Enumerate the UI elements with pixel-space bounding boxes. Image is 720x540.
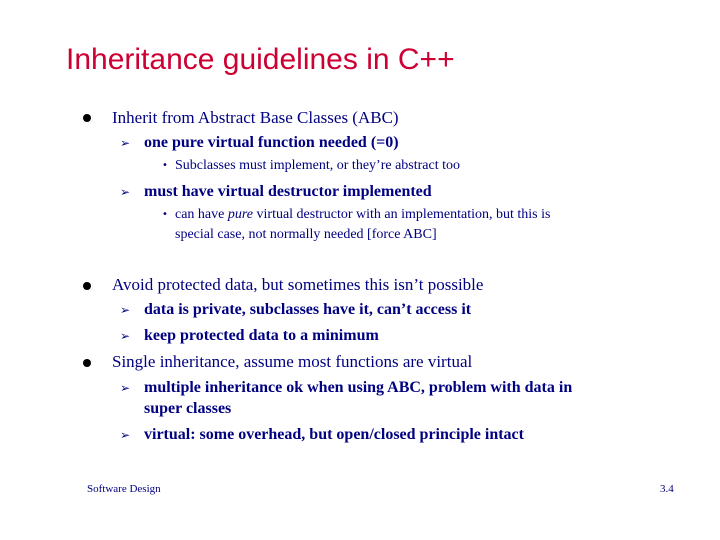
subitem-multiple-inheritance: multiple inheritance ok when using ABC, problem with data in bbox=[144, 379, 573, 396]
subitem-minimum: keep protected data to a minimum bbox=[144, 327, 379, 344]
slide-title: Inheritance guidelines in C++ bbox=[66, 43, 455, 76]
round-bullet-icon bbox=[83, 359, 91, 367]
arrow-bullet-icon: ➢ bbox=[120, 303, 131, 317]
note-text: can have bbox=[175, 207, 228, 222]
subitem-multiple-inheritance-cont: super classes bbox=[144, 400, 232, 417]
round-bullet-icon bbox=[83, 114, 91, 122]
subitem-overhead: virtual: some overhead, but open/closed principle intact bbox=[144, 426, 524, 443]
round-bullet-icon bbox=[83, 282, 91, 290]
footer-course-name: Software Design bbox=[87, 483, 161, 495]
arrow-bullet-icon: ➢ bbox=[120, 428, 131, 442]
bullet-item-protected: Avoid protected data, but sometimes this isn’t possible bbox=[112, 275, 484, 294]
note-emphasis: pure bbox=[227, 207, 254, 222]
footer-page-number: 3.4 bbox=[660, 483, 674, 495]
arrow-bullet-icon: ➢ bbox=[120, 381, 131, 395]
note-text: virtual destructor with an implementation, but this is bbox=[253, 207, 551, 222]
bullet-item-abc: Inherit from Abstract Base Classes (ABC) bbox=[112, 108, 399, 127]
subitem-private-data: data is private, subclasses have it, can’t access it bbox=[144, 301, 472, 318]
bullet-item-single-inheritance: Single inheritance, assume most functions are virtual bbox=[112, 352, 473, 371]
note-pure-destructor bbox=[175, 207, 550, 223]
arrow-bullet-icon: ➢ bbox=[120, 185, 131, 199]
small-dot-icon: • bbox=[162, 209, 168, 220]
note-subclasses: Subclasses must implement, or they’re abstract too bbox=[175, 158, 460, 173]
arrow-bullet-icon: ➢ bbox=[120, 136, 131, 150]
subitem-pure-virtual: one pure virtual function needed (=0) bbox=[144, 134, 399, 151]
arrow-bullet-icon: ➢ bbox=[120, 329, 131, 343]
small-dot-icon: • bbox=[162, 160, 168, 171]
note-pure-destructor-cont: special case, not normally needed [force ABC] bbox=[175, 227, 437, 242]
subitem-virtual-destructor: must have virtual destructor implemented bbox=[144, 183, 432, 200]
